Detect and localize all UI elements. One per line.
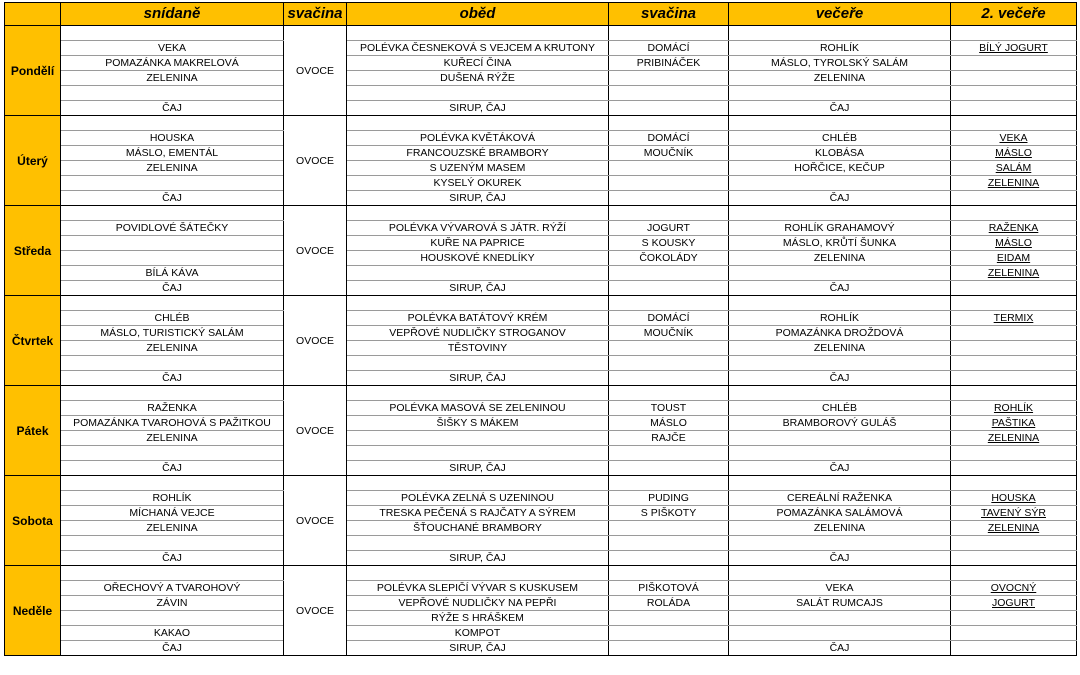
cell-svacina-1: OVOCE (284, 476, 347, 566)
cell-snidane (61, 356, 284, 371)
cell-vecere: ČAJ (729, 641, 951, 656)
cell-obed: SIRUP, ČAJ (347, 551, 609, 566)
cell-snidane: HOUSKA (61, 131, 284, 146)
cell-2-vecere (951, 461, 1077, 476)
table-row (5, 536, 1077, 551)
day-name: Pondělí (5, 26, 61, 116)
cell-vecere: CHLÉB (729, 401, 951, 416)
cell-2-vecere (951, 371, 1077, 386)
day-name: Sobota (5, 476, 61, 566)
day-name: Středa (5, 206, 61, 296)
cell-svacina-2 (609, 371, 729, 386)
header-svacina-2: svačina (609, 3, 729, 26)
cell-obed: KUŘE NA PAPRICE (347, 236, 609, 251)
table-row (5, 641, 1077, 656)
cell-vecere: VEKA (729, 581, 951, 596)
cell-snidane: ZELENINA (61, 431, 284, 446)
cell-obed: ŠIŠKY S MÁKEM (347, 416, 609, 431)
cell-obed (347, 296, 609, 311)
cell-snidane (61, 206, 284, 221)
cell-obed: KUŘECÍ ČINA (347, 56, 609, 71)
cell-vecere (729, 611, 951, 626)
cell-svacina-1: OVOCE (284, 296, 347, 386)
cell-snidane: ZELENINA (61, 341, 284, 356)
cell-svacina-1: OVOCE (284, 386, 347, 476)
cell-svacina-1: OVOCE (284, 116, 347, 206)
cell-2-vecere (951, 611, 1077, 626)
cell-snidane (61, 86, 284, 101)
cell-2-vecere-text: EIDAM (996, 252, 1031, 264)
table-row (5, 176, 1077, 191)
cell-svacina-2 (609, 566, 729, 581)
cell-vecere (729, 476, 951, 491)
cell-svacina-2: DOMÁCÍ (609, 131, 729, 146)
cell-svacina-2: ČOKOLÁDY (609, 251, 729, 266)
cell-snidane: POMAZÁNKA TVAROHOVÁ S PAŽITKOU (61, 416, 284, 431)
cell-obed: RÝŽE S HRÁŠKEM (347, 611, 609, 626)
cell-obed: FRANCOUZSKÉ BRAMBORY (347, 146, 609, 161)
table-row (5, 446, 1077, 461)
cell-2-vecere-text: BÍLÝ JOGURT (979, 42, 1048, 54)
cell-obed: POLÉVKA ČESNEKOVÁ S VEJCEM A KRUTONY (347, 41, 609, 56)
cell-snidane: ČAJ (61, 101, 284, 116)
weekly-menu-table (4, 2, 1077, 656)
cell-snidane (61, 176, 284, 191)
cell-snidane: MÍCHANÁ VEJCE (61, 506, 284, 521)
cell-snidane: ZÁVIN (61, 596, 284, 611)
header-vecere: večeře (729, 3, 951, 26)
cell-vecere: ZELENINA (729, 341, 951, 356)
cell-2-vecere-text: OVOCNÝ (990, 582, 1037, 594)
cell-2-vecere-text: ZELENINA (987, 522, 1040, 534)
menu-body (5, 26, 1077, 656)
cell-svacina-2 (609, 611, 729, 626)
cell-2-vecere (951, 446, 1077, 461)
table-row (5, 386, 1077, 401)
table-row (5, 311, 1077, 326)
cell-obed (347, 86, 609, 101)
table-row (5, 266, 1077, 281)
cell-obed: SIRUP, ČAJ (347, 641, 609, 656)
cell-snidane (61, 236, 284, 251)
cell-svacina-2: MÁSLO (609, 416, 729, 431)
table-row (5, 26, 1077, 41)
cell-obed: KOMPOT (347, 626, 609, 641)
cell-svacina-2 (609, 161, 729, 176)
cell-snidane (61, 536, 284, 551)
cell-obed (347, 206, 609, 221)
cell-obed: KYSELÝ OKUREK (347, 176, 609, 191)
cell-2-vecere (951, 116, 1077, 131)
cell-obed (347, 566, 609, 581)
cell-svacina-1: OVOCE (284, 206, 347, 296)
cell-obed (347, 116, 609, 131)
cell-obed: TRESKA PEČENÁ S RAJČATY A SÝREM (347, 506, 609, 521)
table-row (5, 146, 1077, 161)
table-row (5, 86, 1077, 101)
cell-snidane (61, 296, 284, 311)
table-row (5, 161, 1077, 176)
cell-vecere: MÁSLO, TYROLSKÝ SALÁM (729, 56, 951, 71)
cell-obed: POLÉVKA SLEPIČÍ VÝVAR S KUSKUSEM (347, 581, 609, 596)
cell-snidane (61, 386, 284, 401)
cell-vecere: ZELENINA (729, 251, 951, 266)
cell-2-vecere-text: TERMIX (993, 312, 1034, 324)
header-snidane: snídaně (61, 3, 284, 26)
table-row (5, 251, 1077, 266)
cell-svacina-2 (609, 266, 729, 281)
cell-2-vecere (951, 581, 1077, 596)
cell-2-vecere (951, 431, 1077, 446)
cell-snidane: ZELENINA (61, 521, 284, 536)
cell-svacina-2: PIŠKOTOVÁ (609, 581, 729, 596)
cell-snidane (61, 476, 284, 491)
cell-vecere: CEREÁLNÍ RAŽENKA (729, 491, 951, 506)
cell-snidane (61, 611, 284, 626)
cell-vecere: HOŘČICE, KEČUP (729, 161, 951, 176)
cell-obed: VEPŘOVÉ NUDLIČKY NA PEPŘI (347, 596, 609, 611)
header-obed: oběd (347, 3, 609, 26)
day-name: Pátek (5, 386, 61, 476)
cell-vecere: ČAJ (729, 191, 951, 206)
cell-vecere: ČAJ (729, 371, 951, 386)
table-row (5, 626, 1077, 641)
cell-snidane: OŘECHOVÝ A TVAROHOVÝ (61, 581, 284, 596)
cell-vecere: ROHLÍK (729, 41, 951, 56)
cell-vecere (729, 356, 951, 371)
cell-svacina-2 (609, 386, 729, 401)
table-row (5, 551, 1077, 566)
cell-svacina-2: TOUST (609, 401, 729, 416)
cell-snidane: POVIDLOVÉ ŠÁTEČKY (61, 221, 284, 236)
cell-vecere (729, 536, 951, 551)
cell-svacina-2: RAJČE (609, 431, 729, 446)
cell-2-vecere-text: JOGURT (992, 597, 1035, 609)
table-row (5, 371, 1077, 386)
cell-2-vecere-text: ROHLÍK (993, 402, 1034, 414)
cell-2-vecere-text: PAŠTIKA (991, 417, 1036, 429)
header-svacina-1: svačina (284, 3, 347, 26)
cell-obed: POLÉVKA MASOVÁ SE ZELENINOU (347, 401, 609, 416)
cell-vecere: ČAJ (729, 101, 951, 116)
cell-svacina-2: S KOUSKY (609, 236, 729, 251)
cell-2-vecere (951, 131, 1077, 146)
cell-svacina-2 (609, 461, 729, 476)
table-row (5, 56, 1077, 71)
table-row (5, 236, 1077, 251)
cell-snidane: ZELENINA (61, 161, 284, 176)
header-2-vecere: 2. večeře (951, 3, 1077, 26)
table-row (5, 596, 1077, 611)
cell-svacina-2: PRIBINÁČEK (609, 56, 729, 71)
cell-snidane: KAKAO (61, 626, 284, 641)
table-row (5, 581, 1077, 596)
cell-2-vecere (951, 551, 1077, 566)
cell-obed (347, 386, 609, 401)
cell-snidane: ČAJ (61, 551, 284, 566)
cell-2-vecere-text: HOUSKA (991, 492, 1036, 504)
cell-vecere: ROHLÍK GRAHAMOVÝ (729, 221, 951, 236)
cell-2-vecere (951, 326, 1077, 341)
cell-svacina-2 (609, 341, 729, 356)
cell-2-vecere (951, 221, 1077, 236)
cell-2-vecere (951, 191, 1077, 206)
cell-svacina-2: MOUČNÍK (609, 326, 729, 341)
cell-svacina-2 (609, 26, 729, 41)
cell-snidane (61, 26, 284, 41)
cell-2-vecere (951, 296, 1077, 311)
cell-2-vecere (951, 311, 1077, 326)
cell-svacina-2 (609, 176, 729, 191)
cell-svacina-2 (609, 101, 729, 116)
cell-vecere: POMAZÁNKA DROŽDOVÁ (729, 326, 951, 341)
cell-2-vecere (951, 641, 1077, 656)
cell-svacina-2: MOUČNÍK (609, 146, 729, 161)
cell-snidane (61, 566, 284, 581)
cell-svacina-2 (609, 641, 729, 656)
cell-obed: SIRUP, ČAJ (347, 101, 609, 116)
cell-vecere: BRAMBOROVÝ GULÁŠ (729, 416, 951, 431)
cell-2-vecere (951, 626, 1077, 641)
cell-svacina-2: DOMÁCÍ (609, 311, 729, 326)
cell-vecere (729, 266, 951, 281)
cell-snidane: CHLÉB (61, 311, 284, 326)
cell-2-vecere (951, 506, 1077, 521)
cell-svacina-2 (609, 356, 729, 371)
cell-vecere: ZELENINA (729, 521, 951, 536)
cell-obed (347, 431, 609, 446)
cell-vecere: ČAJ (729, 461, 951, 476)
cell-2-vecere-text: RAŽENKA (988, 222, 1039, 234)
cell-2-vecere (951, 146, 1077, 161)
day-name: Neděle (5, 566, 61, 656)
cell-snidane: POMAZÁNKA MAKRELOVÁ (61, 56, 284, 71)
table-row (5, 431, 1077, 446)
cell-vecere (729, 86, 951, 101)
cell-2-vecere (951, 386, 1077, 401)
cell-vecere (729, 26, 951, 41)
cell-vecere: ZELENINA (729, 71, 951, 86)
cell-obed: POLÉVKA ZELNÁ S UZENINOU (347, 491, 609, 506)
cell-vecere (729, 386, 951, 401)
table-row (5, 401, 1077, 416)
cell-vecere (729, 116, 951, 131)
cell-snidane: ROHLÍK (61, 491, 284, 506)
cell-snidane: RAŽENKA (61, 401, 284, 416)
cell-vecere: ROHLÍK (729, 311, 951, 326)
cell-2-vecere (951, 341, 1077, 356)
table-row (5, 326, 1077, 341)
cell-obed (347, 26, 609, 41)
cell-obed: SIRUP, ČAJ (347, 281, 609, 296)
cell-vecere: POMAZÁNKA SALÁMOVÁ (729, 506, 951, 521)
cell-snidane (61, 116, 284, 131)
cell-2-vecere (951, 26, 1077, 41)
cell-vecere: KLOBÁSA (729, 146, 951, 161)
table-row (5, 71, 1077, 86)
table-row (5, 116, 1077, 131)
table-row (5, 206, 1077, 221)
cell-2-vecere (951, 521, 1077, 536)
cell-snidane: VEKA (61, 41, 284, 56)
cell-obed (347, 476, 609, 491)
cell-vecere: MÁSLO, KRŮTÍ ŠUNKA (729, 236, 951, 251)
table-row (5, 461, 1077, 476)
cell-2-vecere (951, 56, 1077, 71)
cell-2-vecere-text: ZELENINA (987, 267, 1040, 279)
cell-2-vecere-text: MÁSLO (995, 147, 1032, 159)
cell-2-vecere (951, 566, 1077, 581)
cell-svacina-2: ROLÁDA (609, 596, 729, 611)
cell-snidane: ČAJ (61, 461, 284, 476)
table-row (5, 506, 1077, 521)
cell-obed (347, 356, 609, 371)
cell-snidane: MÁSLO, TURISTICKÝ SALÁM (61, 326, 284, 341)
cell-obed: DUŠENÁ RÝŽE (347, 71, 609, 86)
cell-svacina-2 (609, 476, 729, 491)
table-row (5, 416, 1077, 431)
cell-2-vecere (951, 161, 1077, 176)
cell-2-vecere-text: SALÁM (995, 162, 1032, 174)
cell-2-vecere (951, 251, 1077, 266)
cell-svacina-1: OVOCE (284, 566, 347, 656)
header-row (5, 3, 1077, 26)
day-name: Úterý (5, 116, 61, 206)
cell-snidane (61, 251, 284, 266)
cell-svacina-2 (609, 71, 729, 86)
cell-2-vecere (951, 491, 1077, 506)
cell-snidane: BÍLÁ KÁVA (61, 266, 284, 281)
cell-obed: S UZENÝM MASEM (347, 161, 609, 176)
cell-vecere: SALÁT RUMCAJS (729, 596, 951, 611)
cell-obed: SIRUP, ČAJ (347, 191, 609, 206)
cell-snidane (61, 446, 284, 461)
cell-2-vecere (951, 401, 1077, 416)
cell-obed: VEPŘOVÉ NUDLIČKY STROGANOV (347, 326, 609, 341)
day-name: Čtvrtek (5, 296, 61, 386)
cell-svacina-2 (609, 446, 729, 461)
cell-obed: HOUSKOVÉ KNEDLÍKY (347, 251, 609, 266)
cell-obed: POLÉVKA BATÁTOVÝ KRÉM (347, 311, 609, 326)
cell-obed (347, 266, 609, 281)
cell-2-vecere (951, 176, 1077, 191)
cell-obed: SIRUP, ČAJ (347, 371, 609, 386)
cell-vecere (729, 206, 951, 221)
cell-svacina-2 (609, 536, 729, 551)
cell-obed: SIRUP, ČAJ (347, 461, 609, 476)
cell-svacina-2 (609, 86, 729, 101)
cell-snidane: ZELENINA (61, 71, 284, 86)
cell-svacina-2: S PIŠKOTY (609, 506, 729, 521)
table-row (5, 131, 1077, 146)
cell-obed: POLÉVKA KVĚTÁKOVÁ (347, 131, 609, 146)
cell-2-vecere-text: VEKA (999, 132, 1028, 144)
cell-2-vecere-text: ZELENINA (987, 432, 1040, 444)
cell-obed: TĚSTOVINY (347, 341, 609, 356)
cell-snidane: MÁSLO, EMENTÁL (61, 146, 284, 161)
table-row (5, 296, 1077, 311)
corner-header (5, 3, 61, 26)
cell-svacina-2 (609, 281, 729, 296)
cell-svacina-2: JOGURT (609, 221, 729, 236)
cell-2-vecere (951, 281, 1077, 296)
cell-svacina-2 (609, 116, 729, 131)
table-row (5, 611, 1077, 626)
cell-obed: ŠŤOUCHANÉ BRAMBORY (347, 521, 609, 536)
cell-2-vecere (951, 86, 1077, 101)
table-row (5, 191, 1077, 206)
cell-2-vecere (951, 41, 1077, 56)
cell-2-vecere-text: TAVENÝ SÝR (981, 507, 1046, 519)
cell-svacina-2: DOMÁCÍ (609, 41, 729, 56)
table-row (5, 521, 1077, 536)
cell-svacina-2 (609, 191, 729, 206)
cell-vecere (729, 431, 951, 446)
cell-snidane: ČAJ (61, 641, 284, 656)
table-row (5, 491, 1077, 506)
cell-svacina-2 (609, 551, 729, 566)
cell-svacina-2: PUDING (609, 491, 729, 506)
cell-vecere (729, 176, 951, 191)
cell-vecere: CHLÉB (729, 131, 951, 146)
cell-2-vecere (951, 236, 1077, 251)
cell-obed: POLÉVKA VÝVAROVÁ S JÁTR. RÝŽÍ (347, 221, 609, 236)
cell-vecere (729, 626, 951, 641)
cell-vecere (729, 446, 951, 461)
table-row (5, 566, 1077, 581)
table-row (5, 476, 1077, 491)
cell-2-vecere-text: MÁSLO (995, 237, 1032, 249)
cell-2-vecere (951, 476, 1077, 491)
cell-2-vecere (951, 416, 1077, 431)
cell-svacina-2 (609, 521, 729, 536)
cell-2-vecere-text: ZELENINA (987, 177, 1040, 189)
cell-2-vecere (951, 71, 1077, 86)
table-row (5, 341, 1077, 356)
table-row (5, 281, 1077, 296)
cell-obed (347, 536, 609, 551)
cell-svacina-2 (609, 206, 729, 221)
cell-2-vecere (951, 266, 1077, 281)
cell-vecere (729, 566, 951, 581)
table-row (5, 41, 1077, 56)
cell-vecere (729, 296, 951, 311)
table-row (5, 221, 1077, 236)
cell-2-vecere (951, 536, 1077, 551)
cell-2-vecere (951, 101, 1077, 116)
cell-svacina-2 (609, 626, 729, 641)
cell-vecere: ČAJ (729, 551, 951, 566)
cell-svacina-1: OVOCE (284, 26, 347, 116)
cell-2-vecere (951, 356, 1077, 371)
table-row (5, 101, 1077, 116)
cell-svacina-2 (609, 296, 729, 311)
cell-2-vecere (951, 596, 1077, 611)
cell-vecere: ČAJ (729, 281, 951, 296)
cell-obed (347, 446, 609, 461)
cell-snidane: ČAJ (61, 281, 284, 296)
table-row (5, 356, 1077, 371)
cell-2-vecere (951, 206, 1077, 221)
cell-snidane: ČAJ (61, 191, 284, 206)
cell-snidane: ČAJ (61, 371, 284, 386)
